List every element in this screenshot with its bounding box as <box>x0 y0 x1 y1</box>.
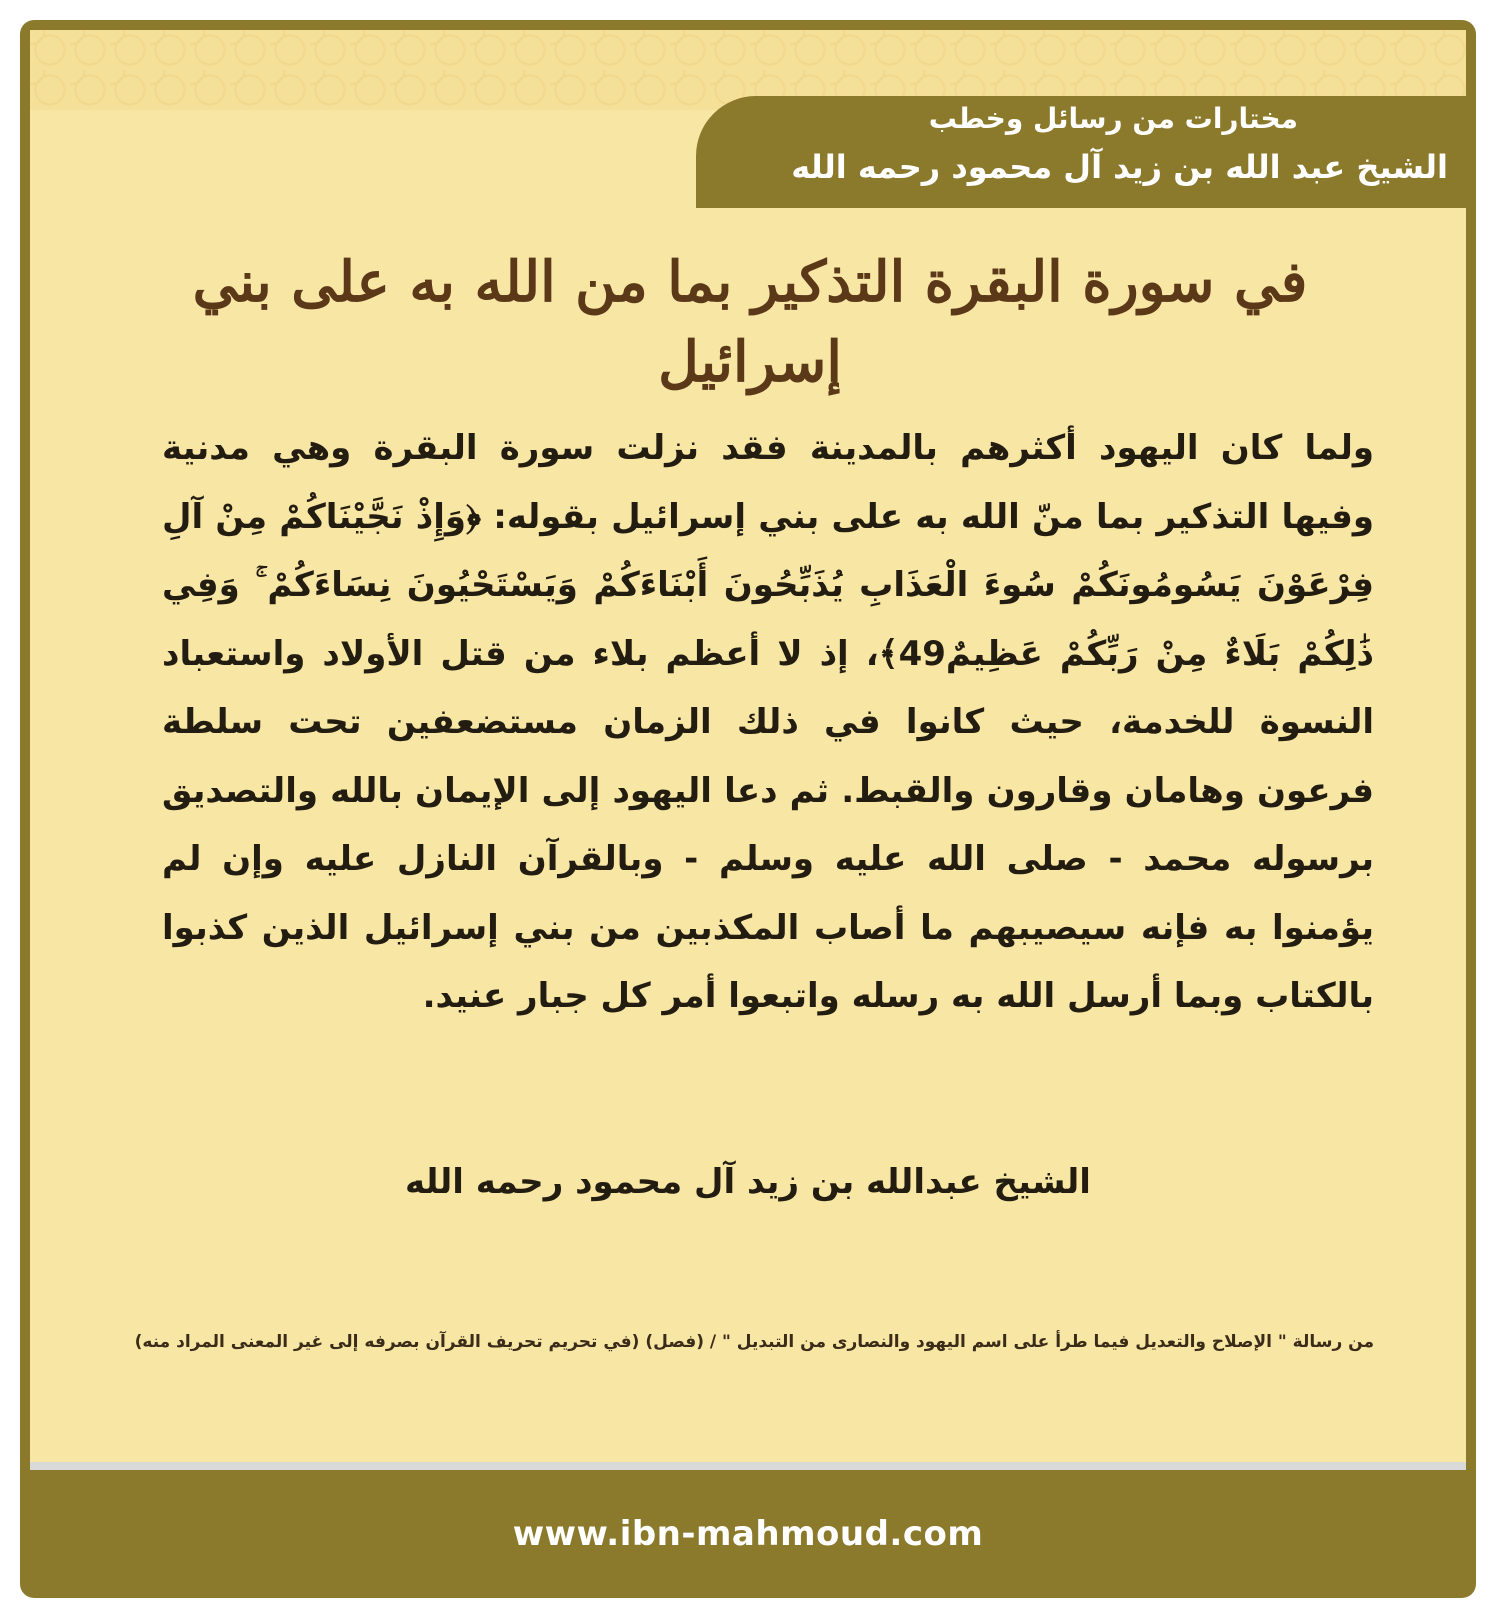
source-citation: من رسالة " الإصلاح والتعديل فيما طرأ على اسم اليهود والنصارى من التبديل " / (فصل) (في تحريم تحريف القرآن بصرفه إلى غير المعنى المراد منه) <box>134 1332 1374 1352</box>
page-title: في سورة البقرة التذكير بما من الله به على بني إسرائيل <box>192 249 1308 395</box>
website-link[interactable]: www.ibn-mahmoud.com <box>512 1514 984 1554</box>
series-title: مختارات من رسائل وخطب <box>928 102 1298 135</box>
series-author: الشيخ عبد الله بن زيد آل محمود رحمه الله <box>791 148 1448 186</box>
footer-bar <box>20 1470 1476 1598</box>
series-header <box>708 96 1448 208</box>
page-frame <box>20 20 1476 1598</box>
author-signature: الشيخ عبدالله بن زيد آل محمود رحمه الله <box>405 1162 1091 1202</box>
article-body: ولما كان اليهود أكثرهم بالمدينة فقد نزلت سورة البقرة وهي مدنية وفيها التذكير بما منّ الله به على بني إسرائيل بقوله: ﴿وَإِذْ نَجَّيْنَاكُمْ مِنْ آلِ فِرْعَوْنَ يَسُومُونَكُمْ سُوءَ الْعَذَابِ يُذَبِّحُونَ أَبْنَاءَكُمْ وَيَسْتَحْيُونَ نِسَاءَكُمْ ۚ وَفِي ذَٰلِكُمْ بَلَاءٌ مِنْ رَبِّكُمْ عَظِيمٌ49﴾، إذ لا أعظم بلاء من قتل الأولاد واستعباد النسوة للخدمة، حيث كانوا في ذلك الزمان مستضعفين تحت سلطة فرعون وهامان وقارون والقبط. ثم دعا اليهود إلى الإيمان بالله والتصديق برسوله محمد - صلى الله عليه وسلم - وبالقرآن النازل عليه وإن لم يؤمنوا به فإنه سيصيبهم ما أصاب المكذبين من بني إسرائيل الذين كذبوا بالكتاب وبما أرسل الله به رسله واتبعوا أمر كل جبار عنيد. <box>162 428 1374 1016</box>
content-card <box>30 30 1466 1470</box>
header-band <box>696 96 1466 208</box>
divider <box>30 1462 1466 1470</box>
